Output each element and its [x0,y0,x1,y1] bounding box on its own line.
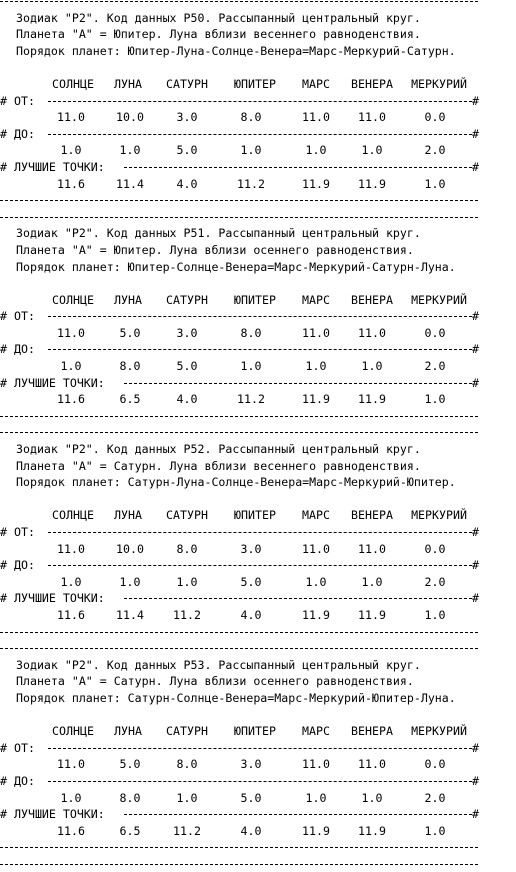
planet-header-row [0,723,516,740]
value-cell: 5.0 [119,325,141,340]
value-cell: 1.0 [305,574,327,589]
dashed-rule [48,101,472,102]
planet-header-row [0,76,516,93]
value-cell: 1.0 [60,143,82,158]
value-cell: 1.0 [240,143,262,158]
value-cell: 11.9 [358,392,386,407]
hash-mark: # [0,375,7,390]
blank-row [0,707,516,724]
planet-header: СОЛНЦЕ [52,292,94,307]
best-values-row [0,607,516,624]
hash-mark: # [472,375,479,390]
hash-mark: # [472,773,479,788]
best-values-row [0,823,516,840]
planet-header: ВЕНЕРА [351,724,393,739]
planet-header: ЮПИТЕР [234,724,276,739]
separator-line [0,0,516,10]
value-cell: 4.0 [176,176,198,191]
planet-header: СОЛНЦЕ [52,76,94,91]
best-label-row [0,159,516,176]
planet-header: МАРС [302,76,330,91]
hash-mark: # [0,591,7,606]
hash-mark: # [0,309,7,324]
planet-header: МАРС [302,724,330,739]
value-cell: 8.0 [240,325,262,340]
value-cell: 1.0 [60,359,82,374]
value-cell: 1.0 [60,574,82,589]
row-label: ДО: [14,126,35,141]
separator-line [0,424,516,441]
value-cell: 1.0 [424,823,446,838]
value-cell: 1.0 [305,359,327,374]
value-cell: 0.0 [424,757,446,772]
value-cell: 11.0 [302,325,330,340]
record-line1: Зодиак "Р2". Код данных Р52. Рассыпанный центральный круг. [16,442,421,457]
to-label-row [0,773,516,790]
hash-mark: # [0,807,7,822]
planet-header: МЕРКУРИЙ [411,508,467,523]
row-label: ДО: [14,773,35,788]
value-cell: 1.0 [424,176,446,191]
hash-mark: # [472,309,479,324]
hash-mark: # [0,773,7,788]
dashed-rule [48,134,472,135]
value-cell: 1.0 [361,574,383,589]
value-cell: 1.0 [305,790,327,805]
planet-header: МЕРКУРИЙ [411,724,467,739]
row-label: ДО: [14,558,35,573]
row-label: ОТ: [14,740,35,755]
record-line2: Планета "А" = Юпитер. Луна вблизи осеннего равноденствия. [16,242,414,257]
dashed-rule [48,781,472,782]
blank-row [0,275,516,292]
value-cell: 11.6 [57,392,85,407]
value-cell: 11.9 [358,607,386,622]
separator-line [0,192,516,209]
planet-header-row [0,507,516,524]
planet-header: ЮПИТЕР [234,292,276,307]
value-cell: 5.0 [176,143,198,158]
value-cell: 11.6 [57,607,85,622]
value-cell: 11.0 [302,110,330,125]
value-cell: 0.0 [424,110,446,125]
dashed-rule [48,316,472,317]
row-label: ЛУЧШИЕ ТОЧКИ: [14,375,105,390]
from-values-row [0,325,516,342]
value-cell: 11.2 [173,607,201,622]
value-cell: 11.9 [358,823,386,838]
from-values-row [0,756,516,773]
value-cell: 4.0 [176,392,198,407]
planet-header: ЮПИТЕР [234,76,276,91]
planet-header: САТУРН [166,76,208,91]
dashed-rule [48,565,472,566]
dashed-rule [124,814,472,815]
separator-line [0,624,516,641]
value-cell: 11.0 [57,757,85,772]
value-cell: 11.9 [302,823,330,838]
value-cell: 10.0 [116,541,144,556]
value-cell: 11.4 [116,607,144,622]
value-cell: 11.9 [302,607,330,622]
best-label-row [0,375,516,392]
value-cell: 4.0 [240,823,262,838]
dashed-rule [124,167,472,168]
record-line2: Планета "А" = Сатурн. Луна вблизи весеннего равноденствия. [16,458,421,473]
value-cell: 3.0 [176,110,198,125]
record-line3: Порядок планет: Юпитер-Солнце-Венера=Марс-Меркурий-Сатурн-Луна. [16,259,456,274]
from-values-row [0,109,516,126]
value-cell: 2.0 [424,359,446,374]
value-cell: 5.0 [240,790,262,805]
hash-mark: # [472,93,479,108]
planet-header-row [0,292,516,309]
row-label: ОТ: [14,525,35,539]
planet-header: ЛУНА [114,76,142,91]
value-cell: 8.0 [240,110,262,125]
record-block [0,441,516,657]
record-line1: Зодиак "Р2". Код данных Р51. Рассыпанный центральный круг. [16,226,421,241]
hash-mark: # [472,525,479,539]
separator-line [0,856,516,872]
hash-mark: # [0,126,7,141]
hash-mark: # [472,807,479,822]
planet-header: ВЕНЕРА [351,76,393,91]
dashed-rule [124,598,472,599]
to-label-row [0,126,516,143]
hash-mark: # [0,93,7,108]
planet-header: САТУРН [166,724,208,739]
dashed-rule [124,383,472,384]
value-cell: 11.2 [173,823,201,838]
planet-header: ВЕНЕРА [351,508,393,523]
record-block [0,225,516,441]
value-cell: 11.9 [302,392,330,407]
value-cell: 1.0 [361,359,383,374]
value-cell: 3.0 [176,325,198,340]
value-cell: 11.0 [358,110,386,125]
value-cell: 8.0 [176,757,198,772]
value-cell: 1.0 [361,790,383,805]
best-values-row [0,391,516,408]
planet-header: ЛУНА [114,724,142,739]
value-cell: 1.0 [424,392,446,407]
separator-line [0,209,516,226]
to-label-row [0,341,516,358]
dashed-rule [48,349,472,350]
value-cell: 11.0 [358,325,386,340]
hash-mark: # [472,342,479,357]
record-line3: Порядок планет: Сатурн-Луна-Солнце-Венера=Марс-Меркурий-Юпитер. [16,475,456,490]
value-cell: 5.0 [240,574,262,589]
value-cell: 11.0 [302,541,330,556]
from-label-row [0,93,516,110]
planet-header: МАРС [302,508,330,523]
value-cell: 3.0 [240,757,262,772]
best-values-row [0,176,516,193]
value-cell: 2.0 [424,143,446,158]
value-cell: 11.9 [358,176,386,191]
value-cell: 4.0 [240,607,262,622]
row-label: ОТ: [14,309,35,324]
value-cell: 11.0 [57,325,85,340]
row-label: ОТ: [14,93,35,108]
value-cell: 11.0 [358,757,386,772]
value-cell: 5.0 [176,359,198,374]
value-cell: 11.6 [57,176,85,191]
hash-mark: # [0,159,7,174]
value-cell: 2.0 [424,574,446,589]
row-label: ЛУЧШИЕ ТОЧКИ: [14,591,105,606]
value-cell: 1.0 [119,574,141,589]
value-cell: 5.0 [119,757,141,772]
best-label-row [0,806,516,823]
from-label-row [0,308,516,325]
record-block [0,657,516,872]
from-values-row [0,541,516,558]
record-line1: Зодиак "Р2". Код данных Р53. Рассыпанный центральный круг. [16,657,421,672]
record-line3: Порядок планет: Юпитер-Луна-Солнце-Венера=Марс-Меркурий-Сатурн. [16,43,456,58]
value-cell: 1.0 [361,143,383,158]
value-cell: 0.0 [424,325,446,340]
value-cell: 6.5 [119,392,141,407]
value-cell: 11.2 [237,176,265,191]
value-cell: 10.0 [116,110,144,125]
value-cell: 11.4 [116,176,144,191]
value-cell: 11.0 [302,757,330,772]
value-cell: 1.0 [305,143,327,158]
planet-header: СОЛНЦЕ [52,508,94,523]
value-cell: 1.0 [176,574,198,589]
to-values-row [0,574,516,591]
value-cell: 1.0 [60,790,82,805]
dashed-rule [48,532,472,533]
record-line2: Планета "А" = Сатурн. Луна вблизи осеннего равноденствия. [16,674,414,689]
hash-mark: # [0,558,7,573]
planet-header: ЛУНА [114,508,142,523]
planet-header: САТУРН [166,508,208,523]
hash-mark: # [0,525,7,539]
value-cell: 11.0 [358,541,386,556]
hash-mark: # [0,740,7,755]
planet-header: МЕРКУРИЙ [411,292,467,307]
to-values-row [0,358,516,375]
value-cell: 8.0 [176,541,198,556]
value-cell: 8.0 [119,359,141,374]
separator-line [0,839,516,856]
planet-header: СОЛНЦЕ [52,724,94,739]
hash-mark: # [472,159,479,174]
dashed-rule [48,748,472,749]
value-cell: 1.0 [240,359,262,374]
value-cell: 11.0 [57,541,85,556]
record-line2: Планета "А" = Юпитер. Луна вблизи весеннего равноденствия. [16,27,421,42]
row-label: ДО: [14,342,35,357]
value-cell: 0.0 [424,541,446,556]
value-cell: 3.0 [240,541,262,556]
hash-mark: # [472,558,479,573]
blank-row [0,59,516,76]
separator-line [0,408,516,425]
value-cell: 2.0 [424,790,446,805]
to-values-row [0,142,516,159]
row-label: ЛУЧШИЕ ТОЧКИ: [14,807,105,822]
to-values-row [0,790,516,807]
value-cell: 11.6 [57,823,85,838]
planet-header: ЮПИТЕР [234,508,276,523]
record-line3: Порядок планет: Сатурн-Солнце-Венера=Марс-Меркурий-Юпитер-Луна. [16,690,456,705]
row-label: ЛУЧШИЕ ТОЧКИ: [14,159,105,174]
planet-header: МЕРКУРИЙ [411,76,467,91]
value-cell: 1.0 [119,143,141,158]
to-label-row [0,557,516,574]
value-cell: 11.9 [302,176,330,191]
planet-header: САТУРН [166,292,208,307]
hash-mark: # [472,126,479,141]
separator-line [0,640,516,657]
value-cell: 11.0 [57,110,85,125]
hash-mark: # [0,342,7,357]
value-cell: 6.5 [119,823,141,838]
record-line1: Зодиак "Р2". Код данных Р50. Рассыпанный центральный круг. [16,10,421,25]
record-block [0,10,516,226]
from-label-row [0,740,516,757]
records-container [0,10,516,872]
value-cell: 8.0 [119,790,141,805]
best-label-row [0,590,516,607]
from-label-row [0,524,516,541]
hash-mark: # [472,591,479,606]
value-cell: 1.0 [176,790,198,805]
value-cell: 11.2 [237,392,265,407]
planet-header: МАРС [302,292,330,307]
planet-header: ВЕНЕРА [351,292,393,307]
blank-row [0,491,516,508]
value-cell: 1.0 [424,607,446,622]
hash-mark: # [472,740,479,755]
planet-header: ЛУНА [114,292,142,307]
